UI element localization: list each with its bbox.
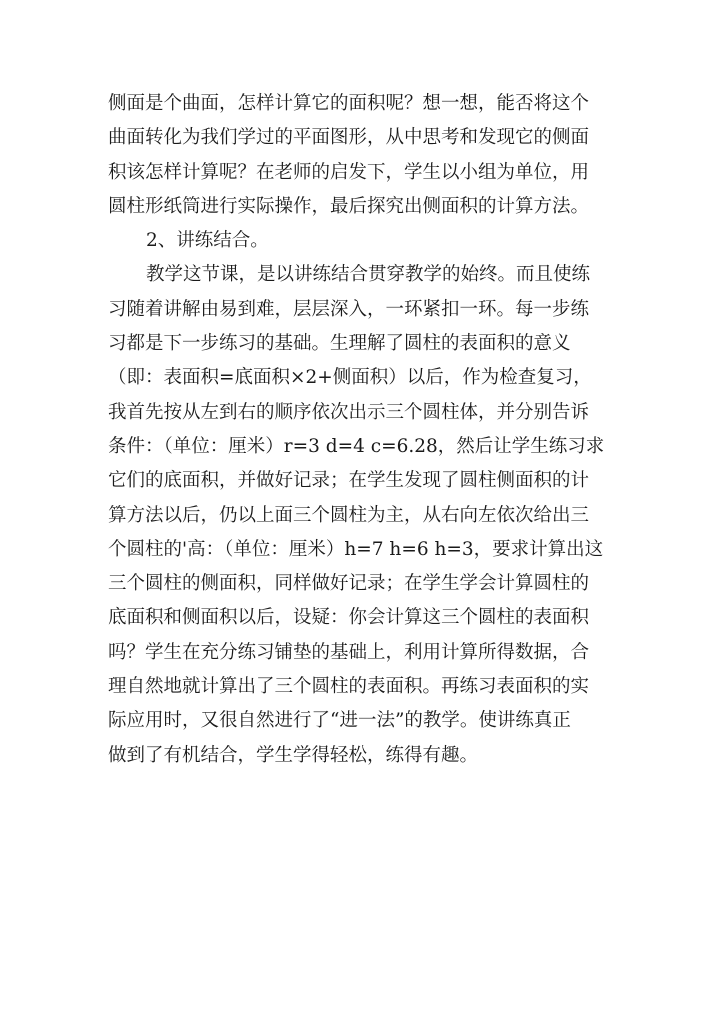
paragraph-line: 吗？学生在充分练习铺垫的基础上，利用计算所得数据，合 <box>108 641 590 663</box>
paragraph-line: 条件：（单位：厘米）r=3 d=4 c=6.28，然后让学生练习求 <box>108 435 605 457</box>
paragraph-line: 习随着讲解由易到难，层层深入，一环紧扣一环。每一步练 <box>108 298 590 320</box>
paragraph-line: 曲面转化为我们学过的平面图形，从中思考和发现它的侧面 <box>108 127 590 149</box>
document-body <box>108 87 628 773</box>
paragraph-line: （即：表面积=底面积×2+侧面积）以后，作为检查复习， <box>108 367 592 389</box>
paragraph-line: 底面积和侧面积以后，设疑：你会计算这三个圆柱的表面积 <box>108 607 590 629</box>
paragraph-line: 际应用时，又很自然进行了“进一法”的教学。使讲练真正 <box>108 710 571 732</box>
paragraph-line: 个圆柱的'高：（单位：厘米）h=7 h=6 h=3，要求计算出这 <box>108 538 604 560</box>
paragraph-line: 积该怎样计算呢？在老师的启发下，学生以小组为单位，用 <box>108 161 590 183</box>
paragraph-line: 做到了有机结合，学生学得轻松，练得有趣。 <box>108 744 479 766</box>
paragraph-line: 三个圆柱的侧面积，同样做好记录；在学生学会计算圆柱的 <box>108 573 590 595</box>
paragraph-line: 它们的底面积，并做好记录；在学生发现了圆柱侧面积的计 <box>108 470 590 492</box>
paragraph-line: 我首先按从左到右的顺序依次出示三个圆柱体，并分别告诉 <box>108 401 590 423</box>
paragraph-line: 算方法以后，仍以上面三个圆柱为主，从右向左依次给出三 <box>108 504 590 526</box>
paragraph-line: 理自然地就计算出了三个圆柱的表面积。再练习表面积的实 <box>108 676 590 698</box>
paragraph-line: 圆柱形纸筒进行实际操作，最后探究出侧面积的计算方法。 <box>108 195 590 217</box>
paragraph-line: 侧面是个曲面，怎样计算它的面积呢？想一想，能否将这个 <box>108 93 590 114</box>
section-heading: 2、讲练结合。 <box>146 230 269 252</box>
paragraph-line: 习都是下一步练习的基础。生理解了圆柱的表面积的意义 <box>108 333 571 355</box>
paragraph-line: 教学这节课，是以讲练结合贯穿教学的始终。而且使练 <box>146 264 591 286</box>
